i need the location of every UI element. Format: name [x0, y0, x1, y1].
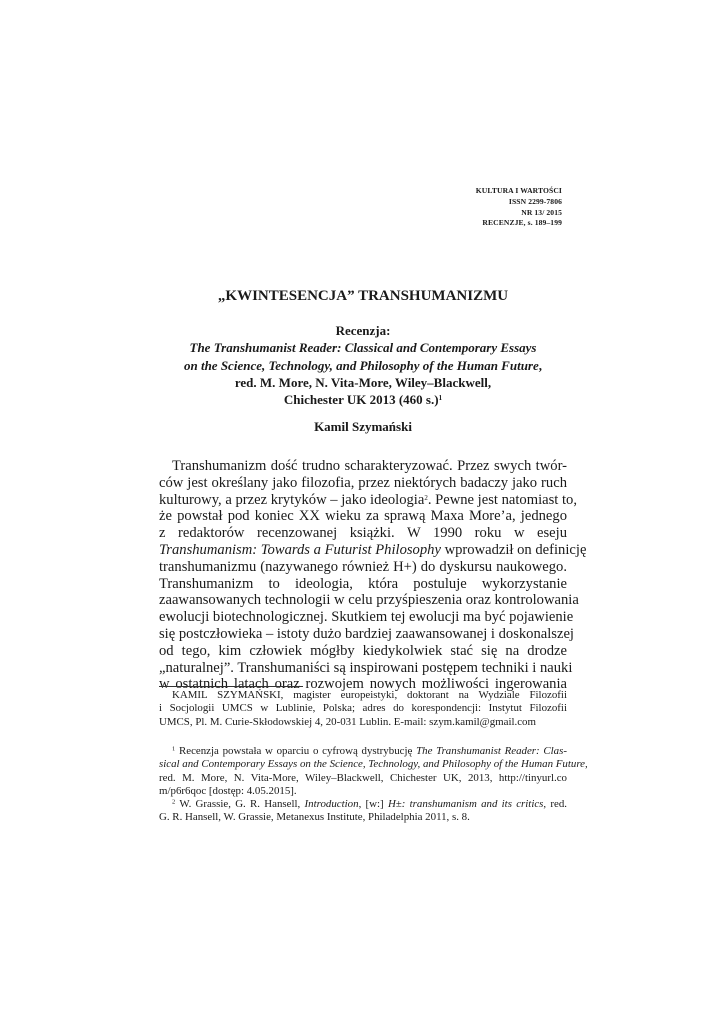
footnote-line: KAMIL SZYMAŃSKI, magister europeistyki, doktorant na Wydziale Filozofii — [172, 689, 567, 701]
body-line: że powstał pod koniec XX wieku za sprawą Maxa More’a, jednego — [159, 508, 567, 525]
author-name: Kamil Szymański — [314, 419, 412, 434]
body-paragraph — [159, 458, 587, 693]
footnote-line: red. M. More, N. Vita-More, Wiley–Blackwell, Chichester UK, 2013, http://tinyurl.co — [159, 771, 567, 784]
body-line: od tego, kim człowiek mógłby kiedykolwiek stać się na drodze — [159, 642, 567, 659]
footnote-divider — [159, 686, 303, 687]
footnote-line: G. R. Hansell, W. Grassie, Metanexus Institute, Philadelphia 2011, s. 8. — [159, 811, 470, 824]
body-line: kulturowy, a przez krytyków – jako ideologia$^2$. Pewne jest natomiast to, — [159, 491, 577, 508]
body-line: ewolucji biotechnologicznej. Skutkiem tej ewolucji ma być pojawienie — [159, 609, 574, 626]
book-publication: Chichester UK 2013 (460 s.)$^1$ — [283, 392, 443, 408]
body-line: transhumanizmu (nazywanego również H+) do dyskursu naukowego. — [159, 558, 567, 575]
journal-info — [476, 186, 562, 229]
body-line: „naturalnej”. Transhumaniści są inspirowani postępem techniki i nauki — [159, 659, 573, 676]
review-header — [160, 322, 566, 408]
journal-section: RECENZJE, s. 189–199 — [482, 218, 562, 228]
review-heading: Recenzja: — [335, 323, 391, 338]
book-title-line-2: on the Science, Technology, and Philosophy of the Human Future, — [183, 357, 543, 373]
footnote-line: $^2$ W. Grassie, G. R. Hansell, Introduction, [w:] H±: transhumanism and its critics, red. — [172, 798, 568, 810]
body-line: ców jest określany jako filozofia, przez niektórych badaczy jako ruch — [159, 474, 567, 491]
footnote-line: UMCS, Pl. M. Curie-Skłodowskiej 4, 20-031 Lublin. E-mail: szym.kamil@gmail.com — [159, 715, 536, 728]
footnote-ref-1: 1 — [438, 394, 443, 403]
body-line: w ostatnich latach oraz rozwojem nowych możliwości ingerowania — [159, 676, 567, 693]
journal-issn: ISSN 2299-7806 — [508, 196, 562, 206]
author-footnote — [159, 689, 567, 729]
body-line: się postczłowieka – istoty dużo bardziej zaawansowanej i doskonalszej — [159, 625, 574, 642]
footnote-line: i Socjologii UMCS w Lublinie, Polska; adres do korespondencji: Instytut Filozofii — [159, 702, 567, 715]
article-title: „KWINTESENCJA” TRANSHUMANIZMU — [217, 288, 509, 304]
body-line: Transhumanizm to ideologia, która postuluje wykorzystanie — [159, 575, 567, 592]
footnote-ref-2: 2 — [424, 493, 428, 502]
journal-number: NR 13/ 2015 — [521, 207, 562, 217]
footnote-1 — [159, 745, 588, 799]
journal-name: KULTURA I WARTOŚCI — [475, 186, 562, 195]
footnote-line: $^1$ Recenzja powstała w oparciu o cyfrową dystrybucję The Transhumanist Reader: Clas- — [172, 745, 567, 757]
body-line: zaawansowanych technologii w celu przyśpieszenia oraz kontrolowania — [159, 592, 579, 609]
footnote-line: sical and Contemporary Essays on the Science, Technology, and Philosophy of the Human Future, — [159, 758, 588, 771]
book-editors: red. M. More, N. Vita-More, Wiley–Blackwell, — [234, 374, 492, 390]
footnote-line: m/p6r6qoc [dostęp: 4.05.2015]. — [159, 785, 297, 798]
book-title-line-1: The Transhumanist Reader: Classical and Contemporary Essays — [189, 340, 537, 356]
body-line: Transhumanism: Towards a Futurist Philosophy wprowadził on definicję — [159, 541, 587, 558]
body-line: z redaktorów recenzowanej książki. W 1990 roku w eseju — [159, 525, 567, 542]
body-line: Transhumanizm dość trudno scharakteryzować. Przez swych twór- — [172, 458, 567, 474]
footnote-2 — [159, 798, 567, 825]
